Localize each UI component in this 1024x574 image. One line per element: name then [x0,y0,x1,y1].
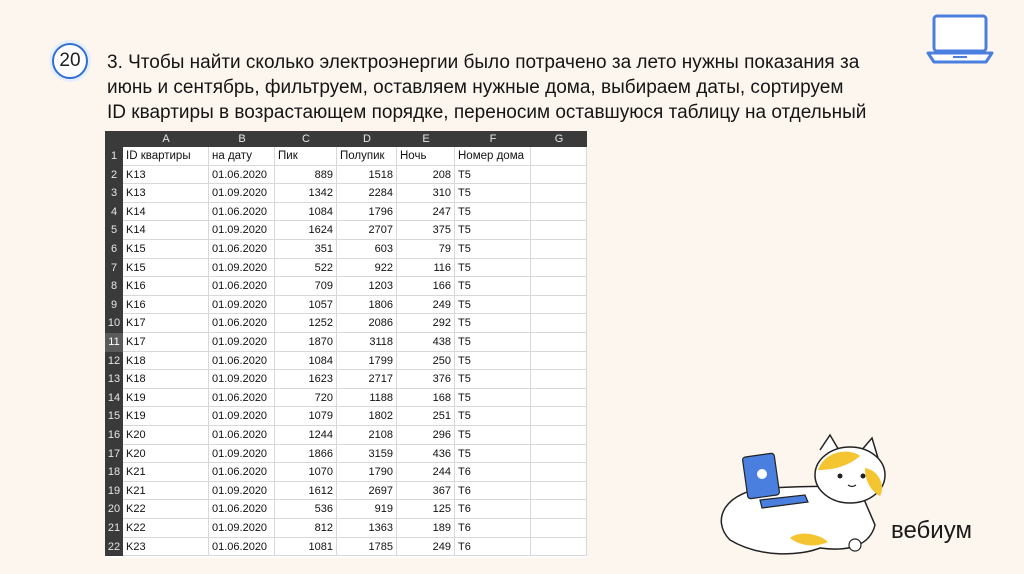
table-cell[interactable] [531,538,587,557]
table-cell[interactable] [531,463,587,482]
brand-logo: вебиум [891,517,972,544]
table-cell[interactable]: T5 [455,277,531,296]
table-cell[interactable]: 01.06.2020 [209,240,275,259]
table-cell[interactable]: K20 [123,445,209,464]
row-header-20[interactable]: 20 [105,500,123,519]
table-cell[interactable]: 3118 [337,333,397,352]
table-cell[interactable]: 01.09.2020 [209,296,275,315]
column-header-b[interactable]: B [238,133,246,145]
table-cell[interactable]: 01.09.2020 [209,333,275,352]
table-cell[interactable]: 1799 [337,352,397,371]
table-cell[interactable] [531,203,587,222]
table-cell[interactable]: 01.06.2020 [209,277,275,296]
row-header-9[interactable]: 9 [105,296,123,315]
table-cell[interactable]: 1796 [337,203,397,222]
table-cell[interactable]: 01.06.2020 [209,500,275,519]
table-cell[interactable]: 2086 [337,314,397,333]
table-cell[interactable]: 1785 [337,538,397,557]
table-cell[interactable]: 01.09.2020 [209,445,275,464]
header-cell[interactable]: ID квартиры [123,147,209,166]
table-cell[interactable] [531,426,587,445]
table-cell[interactable]: K21 [123,463,209,482]
table-cell[interactable]: 3159 [337,445,397,464]
table-cell[interactable]: T5 [455,221,531,240]
table-cell[interactable]: 1057 [275,296,337,315]
table-cell[interactable]: 168 [397,389,455,408]
table-cell[interactable]: 310 [397,184,455,203]
table-cell[interactable]: T5 [455,370,531,389]
table-cell[interactable]: 2108 [337,426,397,445]
table-cell[interactable]: K16 [123,296,209,315]
table-cell[interactable]: 522 [275,259,337,278]
table-cell[interactable] [531,240,587,259]
column-header-a[interactable]: A [162,133,170,145]
table-cell[interactable]: 208 [397,166,455,185]
table-cell[interactable] [531,407,587,426]
header-cell[interactable] [531,147,587,166]
slide-number: 20 [59,50,81,71]
row-header-22[interactable]: 22 [105,538,123,557]
table-cell[interactable]: K22 [123,500,209,519]
table-cell[interactable]: T5 [455,314,531,333]
row-header-13[interactable]: 13 [105,370,123,389]
cat-with-laptop-illustration [700,430,900,560]
table-cell[interactable]: 1084 [275,203,337,222]
table-cell[interactable]: 603 [337,240,397,259]
table-cell[interactable]: 01.09.2020 [209,259,275,278]
row-header-16[interactable]: 16 [105,426,123,445]
table-cell[interactable]: 1081 [275,538,337,557]
table-cell[interactable] [531,482,587,501]
laptop-icon [926,13,994,65]
table-cell[interactable]: 01.06.2020 [209,352,275,371]
task-description: 3. Чтобы найти сколько электроэнергии было потрачено за лето нужны показания за июнь и сентябрь, фильтруем, оставляем нужные дома, выбираем даты, сортируем ID квартиры в возрастающем порядке, переносим оставшуюся таблицу на отдельный [107,52,867,123]
table-cell[interactable]: K23 [123,538,209,557]
table-cell[interactable]: K16 [123,277,209,296]
table-cell[interactable]: 709 [275,277,337,296]
table-cell[interactable]: 367 [397,482,455,501]
table-cell[interactable]: 351 [275,240,337,259]
table-cell[interactable]: 1518 [337,166,397,185]
table-cell[interactable]: K13 [123,166,209,185]
table-cell[interactable]: 438 [397,333,455,352]
table-cell[interactable]: T5 [455,240,531,259]
table-cell[interactable]: 376 [397,370,455,389]
table-cell[interactable]: 01.06.2020 [209,314,275,333]
table-cell[interactable]: 01.06.2020 [209,463,275,482]
row-header-5[interactable]: 5 [105,221,123,240]
row-header-19[interactable]: 19 [105,482,123,501]
table-cell[interactable]: 1612 [275,482,337,501]
table-cell[interactable]: K17 [123,314,209,333]
table-cell[interactable]: 01.06.2020 [209,389,275,408]
table-cell[interactable]: 1070 [275,463,337,482]
row-header-21[interactable]: 21 [105,519,123,538]
row-header-11[interactable]: 11 [105,333,123,352]
table-cell[interactable]: T5 [455,445,531,464]
table-cell[interactable]: 292 [397,314,455,333]
table-cell[interactable] [531,259,587,278]
table-cell[interactable]: 922 [337,259,397,278]
table-cell[interactable] [531,352,587,371]
column-header-d[interactable]: D [363,133,371,145]
table-cell[interactable]: T5 [455,166,531,185]
table-cell[interactable]: K15 [123,259,209,278]
table-cell[interactable] [531,445,587,464]
header-cell[interactable]: Номер дома [455,147,531,166]
table-cell[interactable]: 166 [397,277,455,296]
table-cell[interactable]: K19 [123,389,209,408]
table-cell[interactable]: 1623 [275,370,337,389]
row-header-12[interactable]: 12 [105,352,123,371]
slide-number-badge [52,43,88,79]
table-cell[interactable] [531,314,587,333]
table-cell[interactable]: K19 [123,407,209,426]
table-cell[interactable] [531,221,587,240]
row-header-7[interactable]: 7 [105,259,123,278]
spreadsheet[interactable] [105,131,587,558]
table-cell[interactable]: 919 [337,500,397,519]
table-cell[interactable]: 536 [275,500,337,519]
row-header-8[interactable]: 8 [105,277,123,296]
table-cell[interactable]: 01.09.2020 [209,221,275,240]
table-cell[interactable]: 79 [397,240,455,259]
row-header-10[interactable]: 10 [105,314,123,333]
table-cell[interactable]: 1802 [337,407,397,426]
table-cell[interactable]: T6 [455,538,531,557]
table-cell[interactable]: T5 [455,333,531,352]
table-cell[interactable]: 889 [275,166,337,185]
table-cell[interactable]: 296 [397,426,455,445]
table-cell[interactable]: 1252 [275,314,337,333]
table-cell[interactable]: 116 [397,259,455,278]
table-cell[interactable]: T6 [455,500,531,519]
header-cell[interactable]: Ночь [397,147,455,166]
row-header-2[interactable]: 2 [105,166,123,185]
table-cell[interactable]: T5 [455,296,531,315]
row-header-17[interactable]: 17 [105,445,123,464]
row-header-6[interactable]: 6 [105,240,123,259]
header-cell[interactable]: на дату [209,147,275,166]
table-cell[interactable]: 01.06.2020 [209,166,275,185]
table-cell[interactable] [531,389,587,408]
table-cell[interactable]: K15 [123,240,209,259]
table-cell[interactable]: 1079 [275,407,337,426]
table-cell[interactable]: 251 [397,407,455,426]
table-cell[interactable]: T6 [455,482,531,501]
table-cell[interactable] [531,500,587,519]
table-cell[interactable]: 125 [397,500,455,519]
table-cell[interactable]: 1342 [275,184,337,203]
table-cell[interactable]: K20 [123,426,209,445]
table-cell[interactable] [531,370,587,389]
table-cell[interactable]: 01.09.2020 [209,407,275,426]
table-cell[interactable]: 1363 [337,519,397,538]
table-cell[interactable]: 01.09.2020 [209,482,275,501]
header-cell[interactable]: Пик [275,147,337,166]
table-cell[interactable]: 01.09.2020 [209,370,275,389]
table-cell[interactable]: 244 [397,463,455,482]
table-cell[interactable]: 2284 [337,184,397,203]
column-header-g[interactable]: G [554,133,564,145]
table-cell[interactable]: K14 [123,221,209,240]
table-cell[interactable]: 375 [397,221,455,240]
table-cell[interactable]: T5 [455,184,531,203]
table-cell[interactable]: 2697 [337,482,397,501]
column-header-f[interactable]: F [489,133,497,145]
table-cell[interactable]: K17 [123,333,209,352]
table-cell[interactable]: 1870 [275,333,337,352]
table-cell[interactable] [531,333,587,352]
table-cell[interactable] [531,166,587,185]
table-cell[interactable]: 720 [275,389,337,408]
table-cell[interactable]: T6 [455,463,531,482]
table-cell[interactable]: 1188 [337,389,397,408]
table-cell[interactable]: T5 [455,259,531,278]
table-cell[interactable] [531,277,587,296]
table-cell[interactable]: 01.09.2020 [209,184,275,203]
table-cell[interactable]: 01.06.2020 [209,538,275,557]
table-cell[interactable]: 812 [275,519,337,538]
row-header-4[interactable]: 4 [105,203,123,222]
table-cell[interactable]: 247 [397,203,455,222]
row-header-14[interactable]: 14 [105,389,123,408]
table-cell[interactable]: K18 [123,370,209,389]
table-cell[interactable]: K13 [123,184,209,203]
table-cell[interactable]: T5 [455,389,531,408]
table-cell[interactable]: K14 [123,203,209,222]
column-header-e[interactable]: E [422,133,430,145]
table-cell[interactable] [531,184,587,203]
table-cell[interactable]: 1624 [275,221,337,240]
table-cell[interactable]: 01.06.2020 [209,203,275,222]
header-cell[interactable]: Полупик [337,147,397,166]
table-cell[interactable]: 1203 [337,277,397,296]
table-cell[interactable]: 01.09.2020 [209,519,275,538]
table-cell[interactable]: 250 [397,352,455,371]
table-cell[interactable]: K21 [123,482,209,501]
table-cell[interactable]: 189 [397,519,455,538]
table-cell[interactable] [531,519,587,538]
column-header-c[interactable]: C [302,133,310,145]
table-cell[interactable]: 436 [397,445,455,464]
table-cell[interactable]: T5 [455,203,531,222]
table-cell[interactable]: T5 [455,352,531,371]
table-cell[interactable]: 01.06.2020 [209,426,275,445]
table-cell[interactable]: 1806 [337,296,397,315]
table-cell[interactable] [531,296,587,315]
row-header-15[interactable]: 15 [105,407,123,426]
table-cell[interactable]: K18 [123,352,209,371]
table-cell[interactable]: 2717 [337,370,397,389]
table-cell[interactable]: 1244 [275,426,337,445]
row-header-18[interactable]: 18 [105,463,123,482]
table-cell[interactable]: T6 [455,519,531,538]
table-cell[interactable]: T5 [455,426,531,445]
table-cell[interactable]: 249 [397,538,455,557]
table-cell[interactable]: 2707 [337,221,397,240]
table-cell[interactable]: 1790 [337,463,397,482]
table-cell[interactable]: 1084 [275,352,337,371]
table-cell[interactable]: 1866 [275,445,337,464]
table-cell[interactable]: 249 [397,296,455,315]
table-cell[interactable]: T5 [455,407,531,426]
row-header-3[interactable]: 3 [105,184,123,203]
row-header-1[interactable]: 1 [105,147,123,166]
table-cell[interactable]: K22 [123,519,209,538]
